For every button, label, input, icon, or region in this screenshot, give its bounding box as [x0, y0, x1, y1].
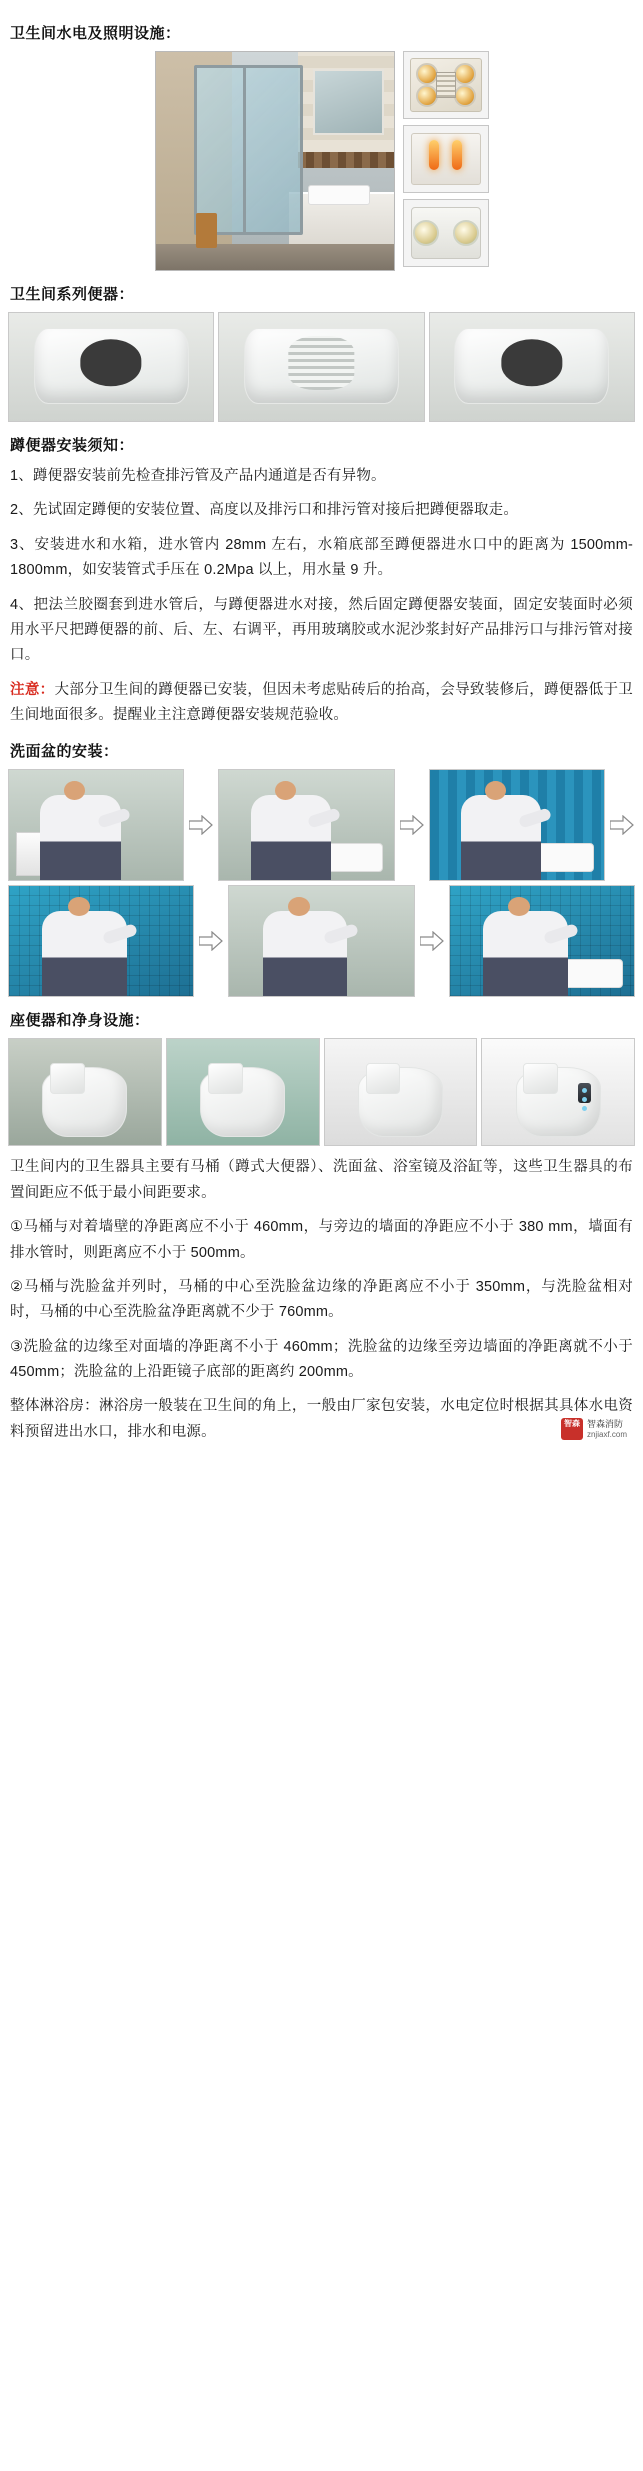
attention-paragraph — [10, 678, 633, 729]
worker-head — [508, 897, 530, 916]
arrow-icon — [609, 769, 635, 881]
worker-arm — [307, 807, 341, 828]
fan-lamp — [453, 220, 479, 246]
attention-text: 大部分卫生间的蹲便器已安装，但因未考虑贴砖后的抬高，会导致装修后，蹲便器低于卫生间地面很多。提醒业主注意蹲便器安装规范验收。 — [10, 681, 633, 723]
toilet-note-4: 整体淋浴房：淋浴房一般装在卫生间的角上，一般由厂家包安装，水电定位时根据其具体水电资料预留进出水口，排水和电源。 — [10, 1398, 633, 1440]
worker — [461, 795, 541, 881]
section-heading-basin-install: 洗面盆的安装： — [10, 743, 119, 761]
fixture-column — [403, 51, 489, 271]
heating-tube — [452, 140, 462, 170]
section-heading-toilet-bidet: 座便器和净身设施： — [10, 1012, 150, 1030]
arrow-icon — [188, 769, 214, 881]
heat-lamp — [454, 63, 476, 85]
worker — [483, 911, 568, 997]
vent-grill — [436, 72, 456, 98]
fan-lamp — [413, 220, 439, 246]
cistern — [208, 1063, 243, 1094]
toilet-body — [516, 1067, 601, 1137]
cistern — [523, 1063, 558, 1094]
tile-border-band — [298, 152, 393, 167]
section-heading-install-notice: 蹲便器安装须知： — [10, 437, 135, 454]
smart-bidet — [481, 1038, 635, 1146]
install-note-3: 3、安装进水和水箱，进水管内 28mm 左右，水箱底部至蹲便器进水口中的距离为 1500mm-1800mm，如安装管式手压在 0.2Mpa 以上，用水量 9 升。 — [10, 536, 633, 579]
arrow-icon — [399, 769, 425, 881]
bathroom-photo — [155, 51, 395, 271]
toilet-note-2: ②马桶与洗脸盆并列时，马桶的中心至洗脸盆边缘的净距离应不小于 350mm，与洗脸盆相对时，马桶的中心至洗脸盆净距离就不少于 760mm。 — [10, 1278, 633, 1321]
squat-toilet-1 — [8, 312, 214, 422]
bath-fan-light-icon — [403, 199, 489, 267]
squat-ribbed-trap — [289, 336, 354, 390]
shower-enclosure — [194, 65, 303, 235]
arrow-icon — [198, 885, 224, 997]
squat-toilet-2 — [218, 312, 424, 422]
bidet-button — [582, 1106, 587, 1111]
squat-opening — [81, 339, 142, 387]
floor — [156, 244, 394, 270]
basin-step-4 — [8, 885, 194, 997]
worker-arm — [543, 923, 579, 945]
section-heading-squat-series: 卫生间系列便器： — [10, 286, 135, 303]
toilet-one-piece — [166, 1038, 320, 1146]
toilet-note-1: ①马桶与对着墙壁的净距离应不小于 460mm，与旁边的墙面的净距应不小于 380 mm，墙面有排水管时，则距离应不小于 500mm。 — [10, 1219, 633, 1261]
watermark-logo: 智森 — [561, 1418, 583, 1440]
bidet-button — [582, 1088, 587, 1093]
worker-arm — [518, 807, 552, 828]
heat-lamp — [416, 85, 438, 107]
worker-head — [275, 781, 296, 800]
watermark-site: znjiaxf.com — [586, 1429, 627, 1439]
toilet-body — [42, 1067, 127, 1137]
watermark — [557, 1416, 631, 1442]
install-note-4: 4、把法兰胶圈套到进水管后，与蹲便器进水对接，然后固定蹲便器安装面，固定安装面时必须用水平尺把蹲便器的前、后、左、右调平，再用玻璃胶或水泥沙浆封好产品排污口与排污管对接口。 — [10, 596, 633, 664]
wall-heater-icon — [403, 125, 489, 193]
toilet-note-0: 卫生间内的卫生器具主要有马桶（蹲式大便器）、洗面盆、浴室镜及浴缸等，这些卫生器具的布置间距应不低于最小间距要求。 — [10, 1159, 633, 1201]
basin-step-5 — [228, 885, 414, 997]
squat-toilet-3 — [429, 312, 635, 422]
basin-steps-row-2 — [8, 885, 635, 997]
toilet-product-strip — [8, 1038, 635, 1146]
attention-label: 注意： — [10, 681, 55, 698]
basin-step-6 — [449, 885, 635, 997]
heat-lamp — [454, 85, 476, 107]
closing-text-block — [8, 1155, 635, 1445]
bidet-control-panel — [578, 1083, 591, 1103]
watermark-brand: 智森消防 — [586, 1419, 623, 1430]
worker-head — [68, 897, 90, 916]
wall-heater-body — [411, 133, 481, 185]
worker — [42, 911, 127, 997]
wooden-stool — [196, 213, 217, 248]
basin-steps-row-1 — [8, 769, 635, 881]
worker-arm — [323, 923, 359, 945]
worker — [251, 795, 331, 881]
basin-step-3 — [429, 769, 605, 881]
ceiling-heater-lamp-icon — [403, 51, 489, 119]
worker-arm — [97, 807, 131, 828]
toilet-body — [200, 1067, 285, 1137]
bidet-button — [582, 1097, 587, 1102]
worker-head — [288, 897, 310, 916]
wash-basin — [308, 185, 370, 205]
cistern — [50, 1063, 85, 1094]
bathroom-scene — [8, 1038, 162, 1146]
worker — [40, 795, 120, 881]
basin-step-1 — [8, 769, 184, 881]
squat-toilet-strip — [8, 312, 635, 422]
heating-tube — [429, 140, 439, 170]
heat-lamp — [416, 63, 438, 85]
toilet-body — [358, 1067, 443, 1137]
install-note-1: 1、蹲便器安装前先检查排污管及产品内通道是否有异物。 — [10, 468, 386, 484]
cistern — [366, 1063, 401, 1094]
basin-step-2 — [218, 769, 394, 881]
bathroom-photo-block — [8, 51, 635, 271]
toilet-note-3: ③洗脸盆的边缘至对面墙的净距离不小于 460mm；洗脸盆的边缘至旁边墙面的净距离就不小于 450mm；洗脸盆的上沿距镜子底部的距离约 200mm。 — [10, 1338, 633, 1380]
toilet-siphon — [324, 1038, 478, 1146]
arrow-icon — [419, 885, 445, 997]
mirror — [313, 69, 384, 134]
squat-opening — [501, 339, 562, 387]
worker-head — [485, 781, 506, 800]
worker-head — [64, 781, 85, 800]
worker — [263, 911, 348, 997]
install-note-2: 2、先试固定蹲便的安装位置、高度以及排污口和排污管对接后把蹲便器取走。 — [10, 502, 519, 519]
section-heading-utilities: 卫生间水电及照明设施： — [10, 25, 181, 42]
worker-arm — [102, 923, 138, 945]
